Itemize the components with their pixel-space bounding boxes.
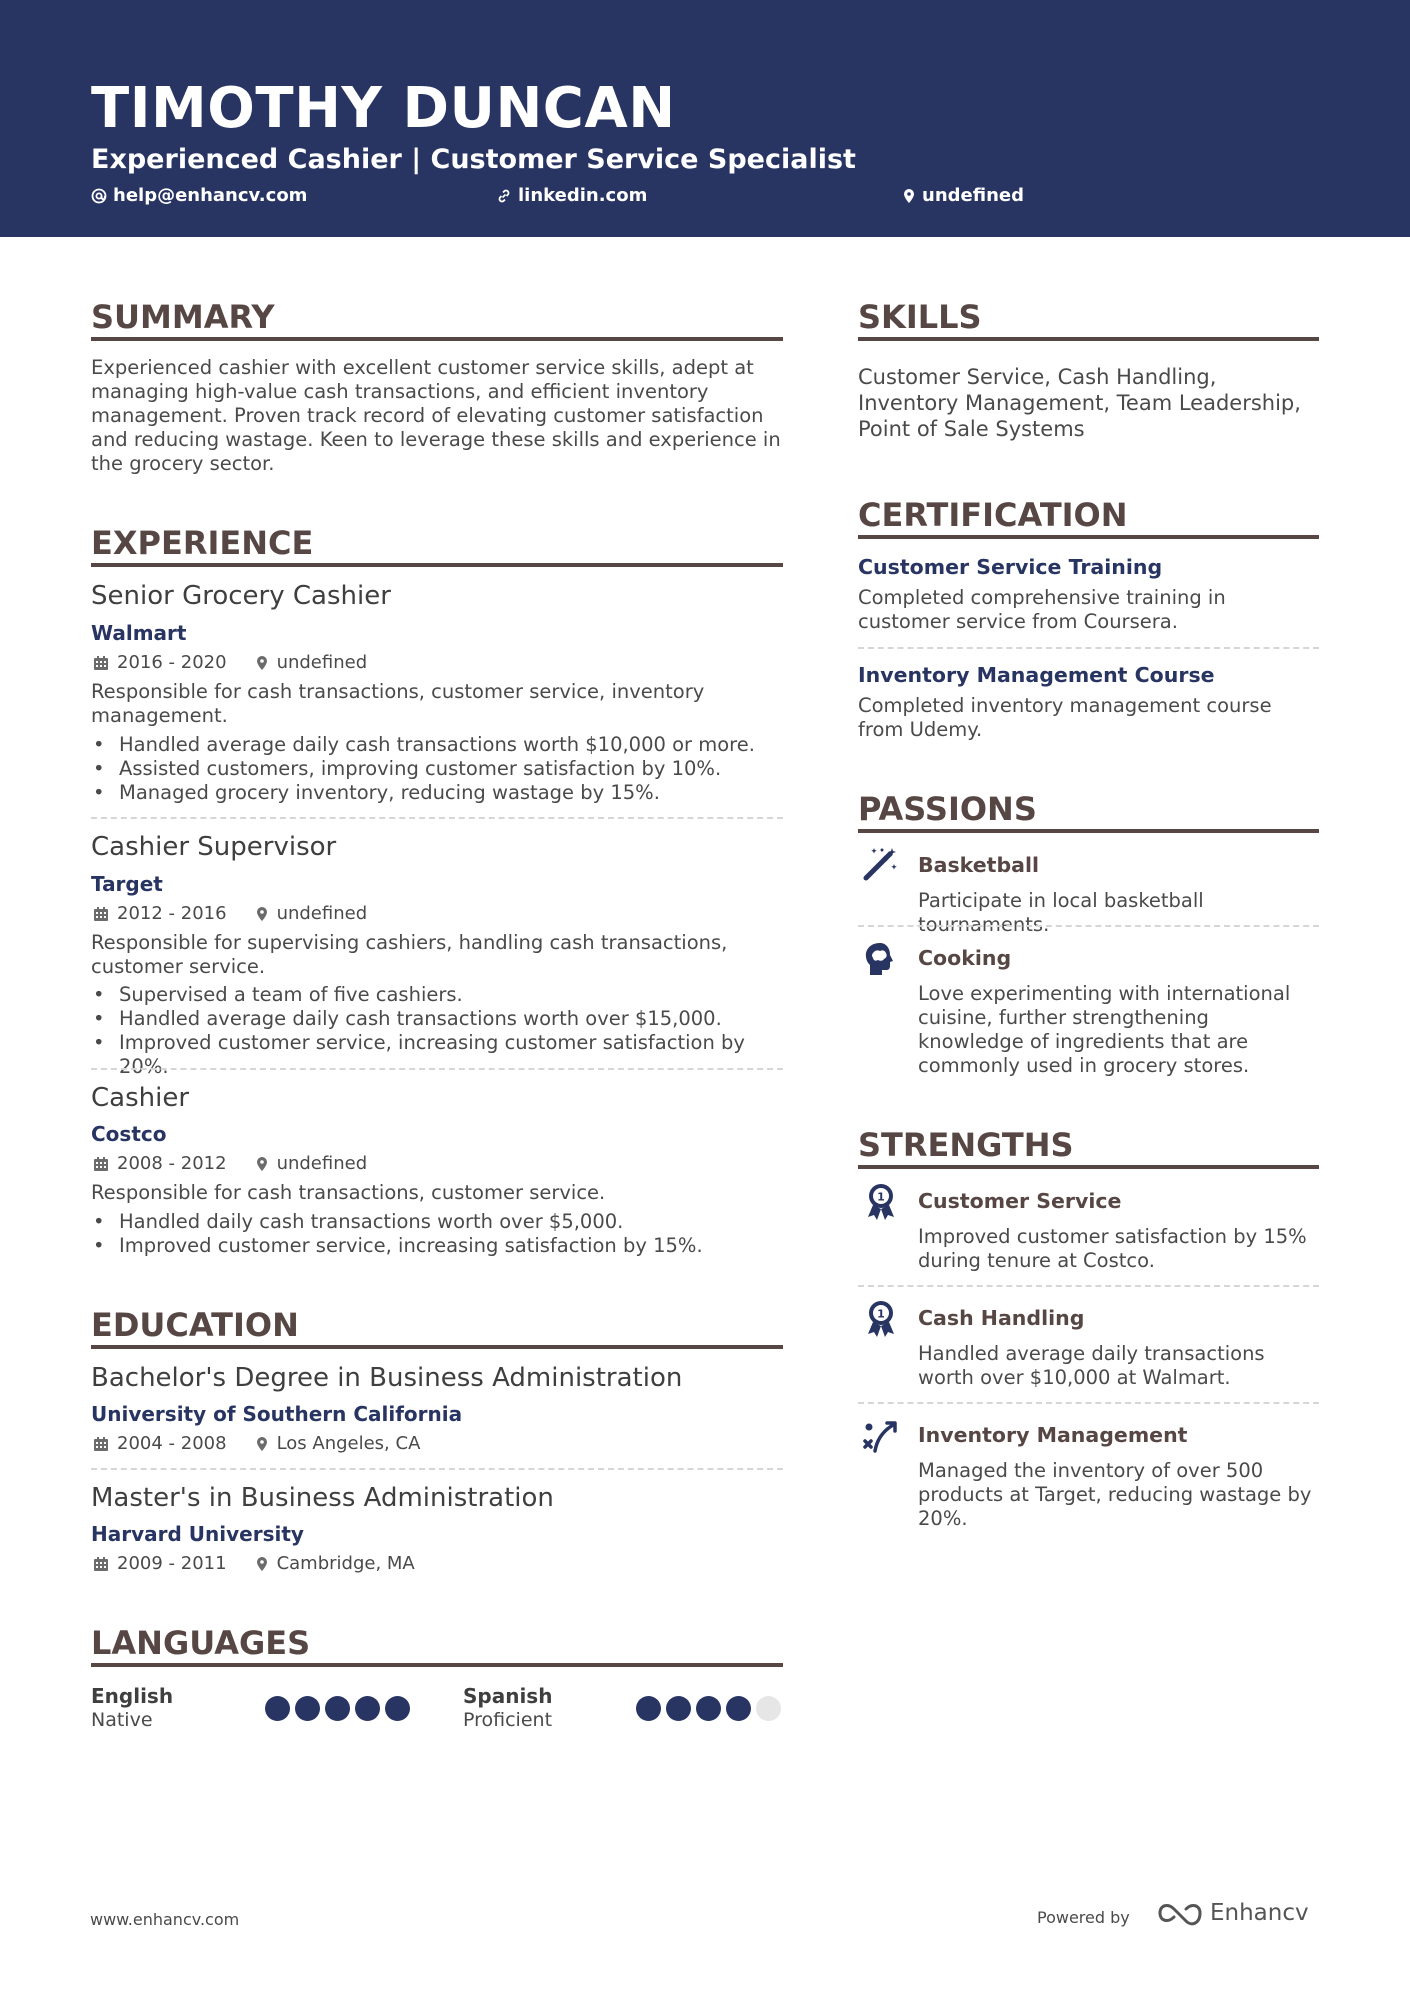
divider (91, 817, 783, 819)
passions-rule (858, 829, 1319, 833)
calendar-icon (93, 1156, 109, 1172)
school-name: University of Southern California (91, 1402, 463, 1426)
location-pin-icon (255, 1156, 269, 1172)
rating-dot-filled (265, 1696, 290, 1721)
location-pin-icon (902, 188, 916, 204)
enhancv-brand: Enhancv (1210, 1900, 1309, 1926)
rating-dot-filled (726, 1696, 751, 1721)
location-pin-icon (255, 655, 269, 671)
contact-location (902, 184, 1024, 208)
job-bullets (91, 733, 783, 805)
degree-title: Bachelor's Degree in Business Administration (91, 1363, 683, 1393)
job-bullet: • Improved customer service, increasing satisfaction by 15%. (91, 1234, 783, 1258)
job-title: Cashier Supervisor (91, 832, 337, 862)
strength-title: Cash Handling (918, 1306, 1085, 1330)
job-bullet: • Handled daily cash transactions worth over $5,000. (91, 1210, 783, 1234)
rating-dot-filled (295, 1696, 320, 1721)
job-bullet: • Assisted customers, improving customer satisfaction by 10%. (91, 757, 783, 781)
enhancv-logo-icon (1156, 1900, 1204, 1926)
education-dates: 2004 - 2008 (117, 1433, 227, 1454)
job-bullet: • Handled average daily cash transactions worth over $15,000. (91, 1007, 791, 1031)
language-rating (636, 1696, 786, 1721)
job-description: Responsible for supervising cashiers, handling cash transactions, customer service. (91, 931, 728, 978)
strength-title: Inventory Management (918, 1423, 1188, 1447)
strengths-heading: STRENGTHS (858, 1126, 1074, 1164)
education-rule (91, 1345, 783, 1349)
rating-dot-empty (756, 1696, 781, 1721)
strengths-rule (858, 1165, 1319, 1169)
job-location: undefined (276, 1153, 368, 1174)
job-meta (93, 1152, 367, 1176)
footer-powered-by: Powered by (1037, 1908, 1130, 1927)
strength-description: Improved customer satisfaction by 15% during tenure at Costco. (918, 1225, 1307, 1272)
svg-text:1: 1 (877, 1307, 885, 1321)
education-location: Los Angeles, CA (276, 1433, 421, 1454)
enhancv-logo[interactable] (1156, 1900, 1309, 1926)
rating-dot-filled (325, 1696, 350, 1721)
linkedin-text: linkedin.com (518, 185, 648, 206)
award-ribbon-icon (861, 1298, 901, 1338)
language-rating (265, 1696, 415, 1721)
strength-description: Handled average daily transactions worth over $10,000 at Walmart. (918, 1342, 1265, 1389)
experience-rule (91, 563, 783, 567)
summary-text: Experienced cashier with excellent customer service skills, adept at managing high-value cash transactions, and efficient inventory management. Proven track record of elevating customer satisfaction and reducing wastage. Keen to leverage these skills and experience in the grocery sector. (91, 356, 781, 475)
job-bullet: • Supervised a team of five cashiers. (91, 983, 791, 1007)
contact-linkedin[interactable] (496, 184, 647, 208)
job-location: undefined (276, 652, 368, 673)
passion-title: Cooking (918, 946, 1012, 970)
divider (91, 1068, 783, 1070)
rating-dot-filled (666, 1696, 691, 1721)
education-meta (93, 1552, 415, 1576)
location-pin-icon (255, 1556, 269, 1572)
summary-rule (91, 337, 783, 341)
calendar-icon (93, 655, 109, 671)
languages-heading: LANGUAGES (91, 1624, 311, 1662)
location-pin-icon (255, 906, 269, 922)
job-location: undefined (276, 903, 368, 924)
job-meta (93, 902, 367, 926)
footer-website[interactable]: www.enhancv.com (90, 1910, 240, 1929)
job-dates: 2012 - 2016 (117, 903, 227, 924)
location-pin-icon (255, 1436, 269, 1452)
calendar-icon (93, 1436, 109, 1452)
certification-description: Completed inventory management course from Udemy. (858, 694, 1272, 741)
email-text: help@enhancv.com (113, 185, 308, 206)
certification-description: Completed comprehensive training in customer service from Coursera. (858, 586, 1226, 633)
rating-dot-filled (636, 1696, 661, 1721)
job-company: Walmart (91, 621, 187, 645)
skills-rule (858, 337, 1319, 341)
job-company: Costco (91, 1122, 167, 1146)
strategy-icon (861, 1417, 901, 1457)
experience-heading: EXPERIENCE (91, 524, 314, 562)
job-company: Target (91, 872, 163, 896)
job-meta (93, 651, 367, 675)
school-name: Harvard University (91, 1522, 304, 1546)
divider (858, 1285, 1319, 1287)
candidate-name: TIMOTHY DUNCAN (91, 76, 676, 141)
candidate-title: Experienced Cashier | Customer Service Specialist (91, 144, 856, 175)
language-name: English (91, 1684, 174, 1708)
skills-heading: SKILLS (858, 298, 982, 336)
rating-dot-filled (355, 1696, 380, 1721)
language-name: Spanish (463, 1684, 553, 1708)
certification-heading: CERTIFICATION (858, 496, 1128, 534)
rating-dot-filled (696, 1696, 721, 1721)
resume-header (0, 0, 1410, 237)
contact-email[interactable] (91, 184, 307, 208)
job-title: Senior Grocery Cashier (91, 581, 391, 611)
job-bullet: • Managed grocery inventory, reducing wastage by 15%. (91, 781, 783, 805)
job-bullets (91, 983, 791, 1079)
job-dates: 2008 - 2012 (117, 1153, 227, 1174)
job-description: Responsible for cash transactions, customer service. (91, 1181, 606, 1204)
summary-heading: SUMMARY (91, 298, 275, 336)
job-dates: 2016 - 2020 (117, 652, 227, 673)
rating-dot-filled (385, 1696, 410, 1721)
job-title: Cashier (91, 1083, 190, 1113)
calendar-icon (93, 1556, 109, 1572)
job-bullet: • Handled average daily cash transactions worth $10,000 or more. (91, 733, 783, 757)
passions-heading: PASSIONS (858, 790, 1037, 828)
passion-title: Basketball (918, 853, 1040, 877)
at-icon (91, 188, 107, 204)
languages-rule (91, 1663, 783, 1667)
skills-text: Customer Service, Cash Handling, Inventory Management, Team Leadership, Point of Sale Systems (858, 365, 1301, 441)
divider (858, 925, 1319, 927)
job-description: Responsible for cash transactions, customer service, inventory management. (91, 680, 705, 727)
language-level: Native (91, 1709, 153, 1731)
location-text: undefined (922, 185, 1024, 206)
divider (91, 1468, 783, 1470)
education-location: Cambridge, MA (276, 1553, 415, 1574)
passion-description: Participate in local basketball tournaments. (918, 889, 1204, 936)
divider (858, 1402, 1319, 1404)
link-icon (496, 188, 512, 204)
strength-description: Managed the inventory of over 500 products at Target, reducing wastage by 20%. (918, 1459, 1312, 1530)
head-brain-icon (860, 939, 900, 979)
language-level: Proficient (463, 1709, 553, 1731)
certification-title: Inventory Management Course (858, 663, 1215, 687)
education-heading: EDUCATION (91, 1306, 299, 1344)
magic-wand-icon (860, 844, 900, 884)
svg-text:1: 1 (877, 1190, 885, 1204)
certification-title: Customer Service Training (858, 555, 1163, 579)
award-ribbon-icon (861, 1181, 901, 1221)
job-bullets (91, 1210, 783, 1258)
education-dates: 2009 - 2011 (117, 1553, 227, 1574)
passion-description: Love experimenting with international cuisine, further strengthening knowledge of ingredients that are commonly used in grocery stores. (918, 982, 1291, 1077)
calendar-icon (93, 906, 109, 922)
divider (858, 647, 1319, 649)
education-meta (93, 1432, 420, 1456)
strength-title: Customer Service (918, 1189, 1122, 1213)
certification-rule (858, 535, 1319, 539)
job-bullet: • Improved customer service, increasing customer satisfaction by 20%. (91, 1031, 791, 1079)
degree-title: Master's in Business Administration (91, 1483, 554, 1513)
